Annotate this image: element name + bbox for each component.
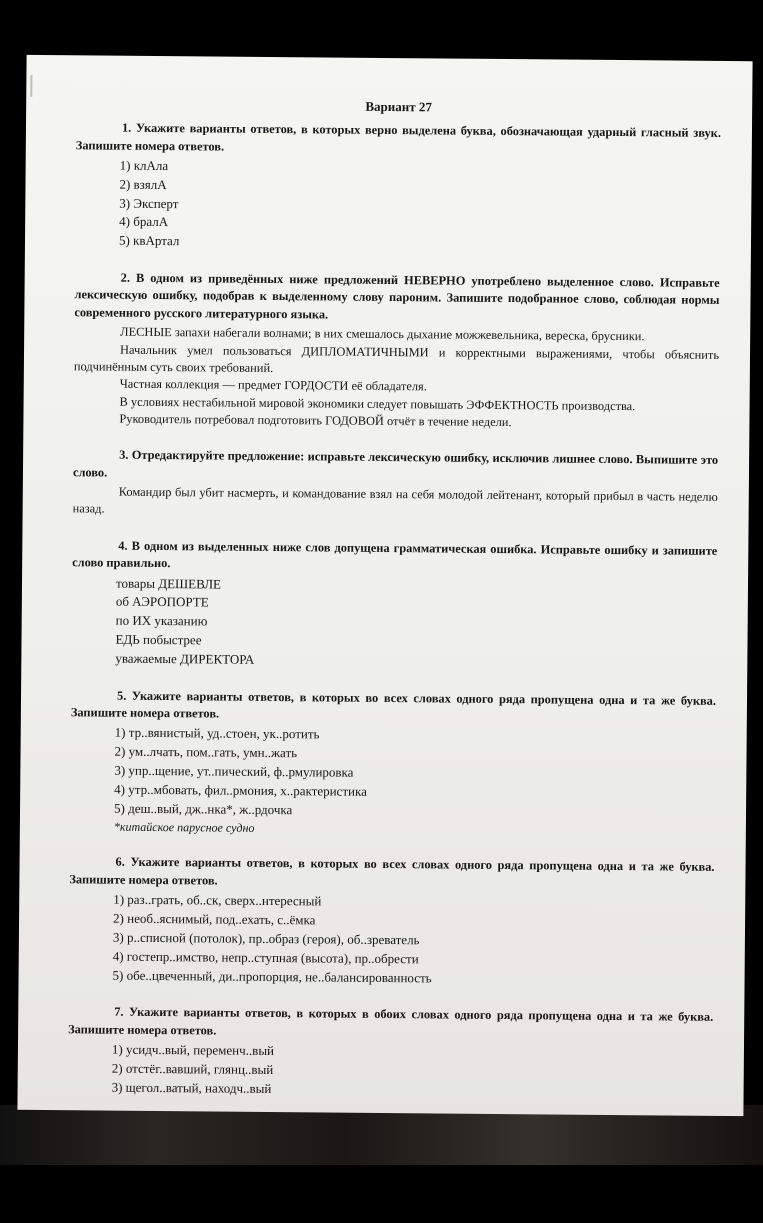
- task-sentence: Командир был убит насмерть, и командование взял на себя молодой лейтенант, который прибыл в часть неделю назад.: [72, 484, 718, 516]
- paper-crease: [30, 75, 32, 97]
- task-question: 2. В одном из приведённых ниже предложений НЕВЕРНО употреблено выделенное слово. Исправьте лексическую ошибку, подобрав к выделенному слову пароним. Запишите подобранное слово, соблюдая нормы современного русского литературного языка.: [74, 270, 720, 322]
- answer-option: 4) гостепр..имство, непр..ступная (высота), пр..обрести: [112, 948, 419, 967]
- answer-option: 5) обе..цвеченный, ди..пропорция, не..балансированность: [112, 967, 432, 985]
- task-7: [68, 1004, 714, 1103]
- answer-option: 1) усидч..вый, переменч..вый: [111, 1041, 275, 1059]
- answer-option: 4) бралА: [119, 214, 169, 230]
- word-line: об АЭРОПОРТЕ: [115, 594, 209, 610]
- answer-option: 5) деш..вый, дж..нка*, ж..рдочка: [113, 800, 293, 818]
- word-line: ЕДЬ побыстрее: [115, 631, 202, 648]
- word-line: по ИХ указанию: [115, 612, 208, 629]
- task-5: [70, 687, 716, 840]
- task-question: 3. Отредактируйте предложение: исправьте лексическую ошибку, исключив лишнее слово. Выпишите это слово.: [72, 448, 719, 480]
- task-question: 7. Укажите варианты ответов, в которых в обоих словах одного ряда пропущена одна и та же буква. Запишите номера ответов.: [68, 1005, 714, 1038]
- answer-option: 1) тр..вянистый, уд..стоен, ук..ротить: [114, 725, 320, 742]
- answer-option: 3) р..списной (потолок), пр..образ (героя), об..зреватель: [112, 929, 420, 948]
- task-3: [73, 447, 719, 524]
- answer-option: 2) отстёг..вавший, глянц..вый: [111, 1060, 274, 1078]
- task-6: [69, 854, 715, 991]
- task-4: [71, 537, 717, 674]
- answer-option: 2) ум..лчать, пом..гать, умн..жать: [114, 743, 298, 761]
- task-question: 4. В одном из выделенных ниже слов допущена грамматическая ошибка. Исправьте ошибку и запишите слово правильно.: [72, 538, 718, 571]
- answer-option: 3) щегол..ватый, находч..вый: [111, 1079, 272, 1096]
- answer-option: 3) упр..щение, ут..пический, ф..рмулировка: [114, 762, 354, 780]
- task-sentence: В условиях нестабильной мировой экономики следует повышать ЭФФЕКТНОСТЬ производства.: [119, 394, 636, 413]
- task-sentence: Начальник умел пользоваться ДИПЛОМАТИЧНЫМИ и корректными выражениями, чтобы объяснить подчинённым суть своих требований.: [73, 342, 720, 375]
- answer-option: 5) квАртал: [118, 232, 180, 249]
- answer-option: 2) необ..яснимый, под..ехать, с..ёмка: [113, 910, 316, 928]
- answer-option: 2) взялА: [119, 176, 167, 192]
- task-sentence: ЛЕСНЫЕ запахи набегали волнами; в них смешалось дыхание можжевельника, вереска, брусники.: [120, 324, 645, 344]
- task-2: [73, 269, 719, 433]
- task-question: 6. Укажите варианты ответов, в которых во всех словах одного ряда пропущена одна и та же буква. Запишите номера ответов.: [69, 855, 715, 888]
- paper-sheet: [17, 55, 752, 1116]
- variant-title: Вариант 27: [365, 98, 433, 115]
- task-1: [75, 119, 721, 256]
- task-question: 1. Укажите варианты ответов, в которых верно выделена буква, обозначающая ударный гласный звук. Запишите номера ответов.: [75, 120, 722, 154]
- word-line: уважаемые ДИРЕКТОРА: [115, 650, 255, 667]
- task-question: 5. Укажите варианты ответов, в которых во всех словах одного ряда пропущена одна и та же буква. Запишите номера ответов.: [70, 688, 717, 721]
- answer-option: 4) утр..мбовать, фил..рмония, х..рактеристика: [114, 781, 367, 799]
- answer-option: 1) раз..грать, об..ск, сверх..нтересный: [113, 891, 322, 909]
- task-sentence: Руководитель потребовал подготовить ГОДОВОЙ отчёт в течение недели.: [119, 411, 512, 430]
- answer-option: 3) Эксперт: [119, 195, 179, 211]
- footnote: *китайское парусное судно: [113, 819, 255, 835]
- answer-option: 1) клАла: [119, 157, 169, 173]
- word-line: товары ДЕШЕВЛЕ: [115, 575, 222, 592]
- task-sentence: Частная коллекция — предмет ГОРДОСТИ её обладателя.: [119, 376, 427, 394]
- document-body: [67, 95, 721, 1116]
